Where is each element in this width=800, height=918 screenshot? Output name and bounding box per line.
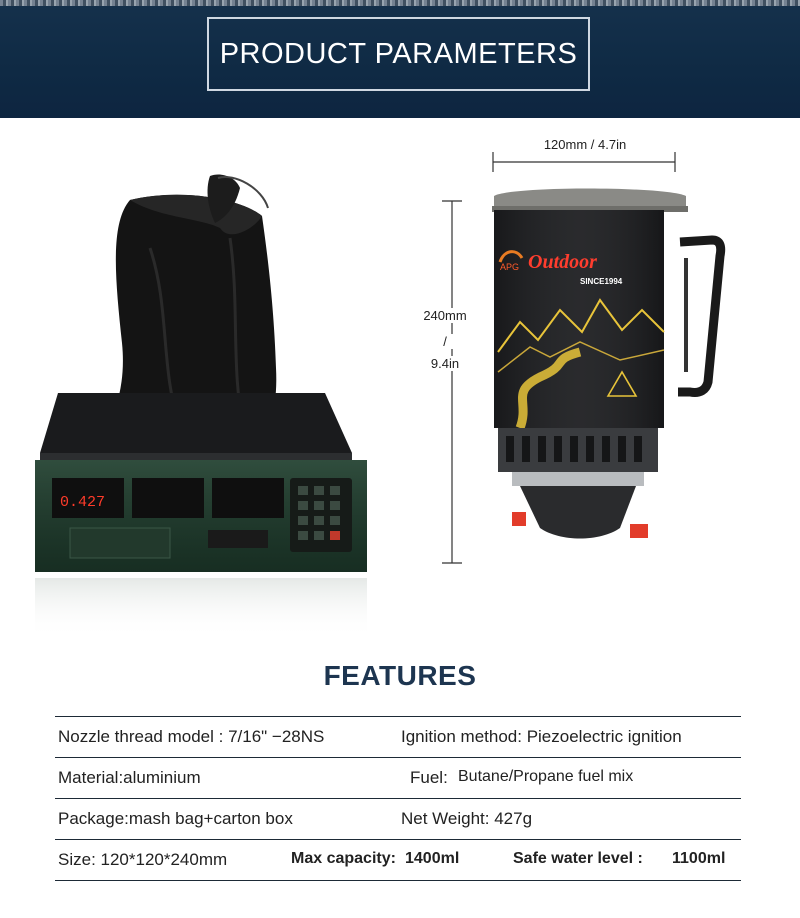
material-spec: Material:aluminium xyxy=(58,768,201,787)
height-label-sep: / xyxy=(410,334,480,349)
nozzle-thread-spec: Nozzle thread model : 7/16" −28NS xyxy=(58,727,325,746)
net-weight-spec: Net Weight: 427g xyxy=(401,809,533,828)
fuel-label: Fuel: xyxy=(410,768,448,787)
table-row xyxy=(55,716,741,757)
size-spec: Size: 120*120*240mm xyxy=(58,850,228,869)
scale-with-bag-image xyxy=(30,168,375,638)
svg-text:0.427: 0.427 xyxy=(60,494,106,511)
fuel-value: Butane/Propane fuel mix xyxy=(458,768,634,785)
safe-water-level-value: 1100ml xyxy=(672,850,726,867)
header-banner xyxy=(0,0,800,118)
svg-text:Outdoor: Outdoor xyxy=(528,251,597,273)
safe-water-level-label: Safe water level : xyxy=(513,850,643,867)
height-label-in: 9.4in xyxy=(410,356,480,371)
max-capacity-label: Max capacity: xyxy=(291,850,396,867)
table-row xyxy=(55,757,741,798)
features-table xyxy=(55,716,741,881)
svg-text:SINCE1994: SINCE1994 xyxy=(580,277,623,286)
package-spec: Package:mash bag+carton box xyxy=(58,809,293,828)
ignition-method-spec: Ignition method: Piezoelectric ignition xyxy=(401,727,682,746)
max-capacity-value: 1400ml xyxy=(405,850,460,867)
height-dimension-line xyxy=(440,198,464,568)
table-row xyxy=(55,798,741,839)
page-title: PRODUCT PARAMETERS xyxy=(219,37,578,70)
cooking-system-image xyxy=(490,182,730,572)
width-dimension-line xyxy=(490,150,680,174)
height-label-mm: 240mm xyxy=(410,308,480,323)
width-label: 120mm / 4.7in xyxy=(543,137,627,152)
product-illustration xyxy=(0,118,800,648)
features-title: FEATURES xyxy=(323,660,477,691)
table-row xyxy=(55,839,741,881)
svg-text:APG: APG xyxy=(500,262,520,272)
title-frame xyxy=(207,17,590,91)
